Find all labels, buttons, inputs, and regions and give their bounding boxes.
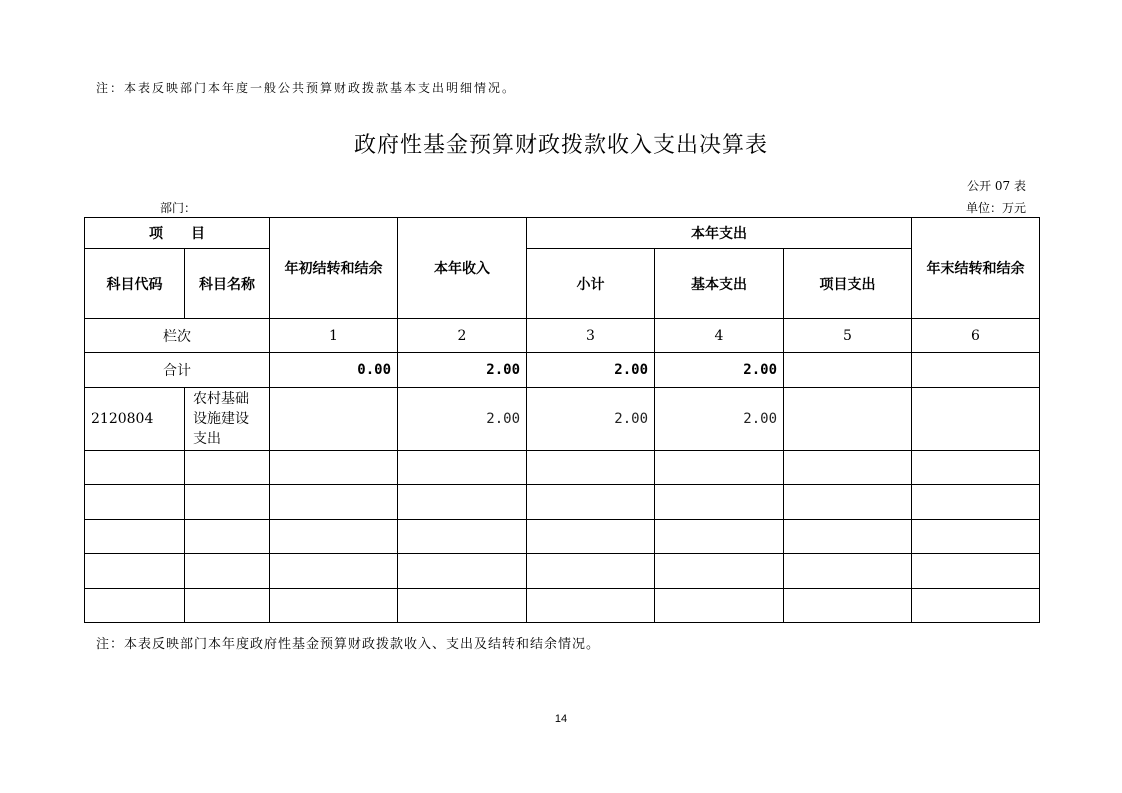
- empty-cell: [912, 485, 1040, 520]
- empty-row: [85, 520, 1040, 554]
- total-begin-balance: 0.00: [270, 353, 398, 388]
- page-title: 政府性基金预算财政拨款收入支出决算表: [353, 133, 768, 158]
- total-label: 合计: [85, 353, 270, 388]
- empty-cell: [85, 451, 185, 485]
- row-subtotal: 2.00: [527, 388, 655, 451]
- empty-cell: [270, 485, 398, 520]
- total-subtotal: 2.00: [527, 353, 655, 388]
- empty-cell: [270, 451, 398, 485]
- empty-cell: [527, 589, 655, 623]
- header-project: 项目支出: [784, 249, 912, 319]
- empty-cell: [85, 554, 185, 589]
- empty-cell: [784, 520, 912, 554]
- empty-cell: [655, 589, 784, 623]
- row-name-line: 农村基础: [193, 391, 249, 407]
- empty-cell: [655, 554, 784, 589]
- column-number-row: [85, 319, 1040, 353]
- total-basic: 2.00: [655, 353, 784, 388]
- column-number-label: 栏次: [85, 319, 270, 353]
- column-number: 3: [527, 319, 655, 353]
- total-end-balance: [912, 353, 1040, 388]
- column-number: 1: [270, 319, 398, 353]
- empty-cell: [912, 520, 1040, 554]
- department-label: 部门：: [160, 201, 197, 215]
- empty-cell: [527, 451, 655, 485]
- row-name-line: 支出: [193, 431, 221, 447]
- header-basic: 基本支出: [655, 249, 784, 319]
- row-income: 2.00: [398, 388, 527, 451]
- empty-cell: [398, 485, 527, 520]
- empty-cell: [912, 451, 1040, 485]
- header-end-balance: 年末结转和结余: [912, 218, 1040, 319]
- row-begin-balance: [270, 388, 398, 451]
- form-number: 公开 07 表: [967, 179, 1026, 193]
- column-number: 2: [398, 319, 527, 353]
- empty-cell: [398, 589, 527, 623]
- empty-cell: [270, 520, 398, 554]
- total-row: [85, 353, 1040, 388]
- empty-cell: [655, 520, 784, 554]
- header-income: 本年收入: [398, 218, 527, 319]
- empty-cell: [912, 589, 1040, 623]
- empty-cell: [185, 451, 270, 485]
- empty-cell: [784, 485, 912, 520]
- empty-row: [85, 589, 1040, 623]
- empty-cell: [185, 520, 270, 554]
- row-project: [784, 388, 912, 451]
- header-name: 科目名称: [185, 249, 270, 319]
- column-number: 5: [784, 319, 912, 353]
- header-expense: 本年支出: [527, 218, 912, 249]
- empty-cell: [85, 485, 185, 520]
- row-basic: 2.00: [655, 388, 784, 451]
- empty-cell: [527, 554, 655, 589]
- column-number: 4: [655, 319, 784, 353]
- bottom-note: 注：本表反映部门本年度政府性基金预算财政拨款收入、支出及结转和结余情况。: [96, 637, 601, 652]
- empty-cell: [655, 485, 784, 520]
- empty-cell: [270, 554, 398, 589]
- top-note: 注：本表反映部门本年度一般公共预算财政拨款基本支出明细情况。: [96, 81, 517, 95]
- empty-cell: [85, 589, 185, 623]
- empty-cell: [527, 485, 655, 520]
- empty-cell: [398, 451, 527, 485]
- row-code: 2120804: [85, 388, 185, 451]
- empty-cell: [185, 589, 270, 623]
- empty-cell: [85, 520, 185, 554]
- header-subtotal: 小计: [527, 249, 655, 319]
- empty-cell: [185, 485, 270, 520]
- total-income: 2.00: [398, 353, 527, 388]
- row-name: [185, 388, 270, 451]
- empty-cell: [527, 520, 655, 554]
- total-project: [784, 353, 912, 388]
- empty-cell: [912, 554, 1040, 589]
- header-item: 项 目: [85, 218, 270, 249]
- budget-table: [84, 217, 1040, 623]
- header-code: 科目代码: [85, 249, 185, 319]
- row-name-line: 设施建设: [193, 411, 249, 427]
- empty-cell: [784, 589, 912, 623]
- empty-row: [85, 451, 1040, 485]
- empty-row: [85, 554, 1040, 589]
- empty-cell: [784, 554, 912, 589]
- page-number: 14: [554, 713, 568, 725]
- empty-cell: [655, 451, 784, 485]
- header-begin-balance: 年初结转和结余: [270, 218, 398, 319]
- empty-cell: [784, 451, 912, 485]
- row-end-balance: [912, 388, 1040, 451]
- empty-cell: [270, 589, 398, 623]
- empty-cell: [398, 520, 527, 554]
- unit-label: 单位：万元: [965, 201, 1026, 215]
- empty-cell: [185, 554, 270, 589]
- table-row: [85, 388, 1040, 451]
- empty-row: [85, 485, 1040, 520]
- column-number: 6: [912, 319, 1040, 353]
- empty-cell: [398, 554, 527, 589]
